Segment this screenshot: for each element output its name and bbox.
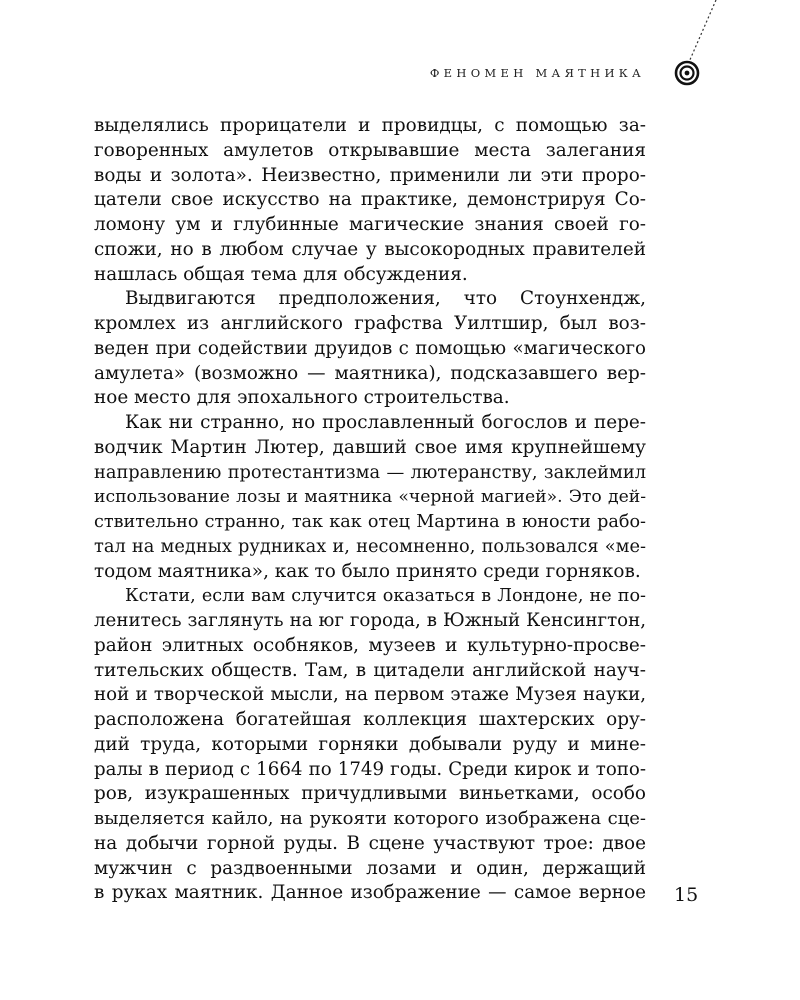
text-line: мужчин с раздвоенными лозами и один, держащий xyxy=(94,857,646,879)
paragraph-first-line: Выдвигаются предположения, что Стоунхендж, xyxy=(125,288,646,310)
text-line: амулета» (возможно — маятника), подсказавшего вер- xyxy=(94,362,646,384)
text-line: спожи, но в любом случае у высокородных правителей xyxy=(94,238,646,260)
text-line: веден при содействии друидов с помощью «магического xyxy=(94,337,646,359)
text-line: ной и творческой мысли, на первом этаже Музея науки, xyxy=(94,684,646,706)
text-line: ров, изукрашенных причудливыми виньетками, особо xyxy=(94,783,646,805)
paragraph-first-line: Кстати, если вам случится оказаться в Лондоне, не по- xyxy=(125,586,646,607)
text-line: цатели свое искусство на практике, демонстрируя Со- xyxy=(94,189,646,211)
text-line: ломону ум и глубинные магические знания своей го- xyxy=(94,214,646,235)
text-line: в руках маятник. Данное изображение — самое верное xyxy=(94,882,646,904)
text-line: тодом маятника», как то было принято среди горняков. xyxy=(94,560,641,582)
text-line: ленитесь заглянуть на юг города, в Южный Кенсингтон, xyxy=(94,610,646,631)
text-line: водчик Мартин Лютер, давший свое имя крупнейшему xyxy=(94,436,646,458)
text-line: выделяется кайло, на рукояти которого изображена сце- xyxy=(94,808,646,829)
text-line: на добычи горной руды. В сцене участвуют трое: двое xyxy=(94,832,646,854)
text-line: тал на медных рудниках и, несомненно, пользовался «ме- xyxy=(94,535,646,557)
text-line: расположена богатейшая коллекция шахтерских ору- xyxy=(94,709,646,730)
running-title: ФЕНОМЕН МАЯТНИКА xyxy=(429,66,645,80)
paragraph-first-line: Как ни странно, но прославленный богослов и пере- xyxy=(125,412,646,433)
text-line: дий труда, которыми горняки добывали руду и мине- xyxy=(94,733,646,755)
pendulum-spiral-icon xyxy=(0,0,800,120)
text-line: ралы в период с 1664 по 1749 годы. Среди кирок и топо- xyxy=(94,758,646,780)
text-line: использование лозы и маятника «черной магией». Это дей- xyxy=(94,487,646,508)
text-line: тительских обществ. Там, в цитадели английской науч- xyxy=(94,659,646,681)
text-line: направлению протестантизма — лютеранству, заклеймил xyxy=(94,461,646,483)
text-line: район элитных особняков, музеев и культурно-просве- xyxy=(94,634,646,656)
page-number: 15 xyxy=(674,884,699,906)
text-line: нашлась общая тема для обсуждения. xyxy=(94,263,468,285)
text-line: ствительно странно, так как отец Мартина в юности рабо- xyxy=(94,512,646,532)
text-line: выделялись прорицатели и провидцы, с помощью за- xyxy=(94,115,646,136)
text-line: кромлех из английского графства Уилтшир, был воз- xyxy=(94,313,646,334)
text-line: говоренных амулетов открывавшие места залегания xyxy=(94,139,646,161)
text-line: воды и золота». Неизвестно, применили ли эти проро- xyxy=(94,164,646,186)
text-line: ное место для эпохального строительства. xyxy=(94,387,510,409)
body-text xyxy=(94,114,646,906)
